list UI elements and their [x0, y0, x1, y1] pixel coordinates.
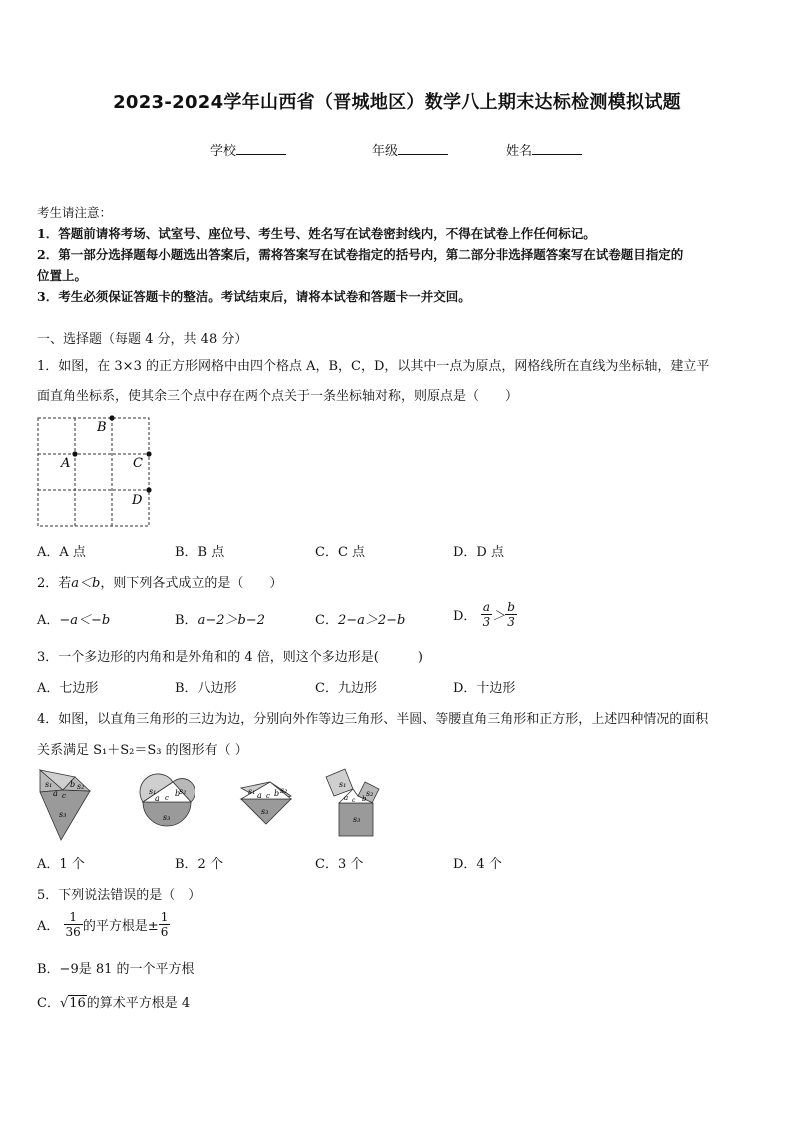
svg-text:c: c: [62, 792, 66, 800]
svg-text:a: a: [155, 794, 160, 803]
label-b: B: [97, 420, 107, 435]
svg-text:s₂: s₂: [77, 782, 85, 791]
svg-text:b: b: [175, 789, 181, 798]
q4-option-c[interactable]: C．3 个: [315, 857, 364, 872]
notice-item: 3．考生必须保证答题卡的整洁。考试结束后，请将本试卷和答题卡一并交回。: [37, 289, 471, 304]
q2-option-a[interactable]: A．−a＜−b: [37, 613, 111, 628]
name-blank: [532, 142, 582, 155]
q4-option-d[interactable]: D．4 个: [453, 857, 502, 872]
notice-heading: 考生请注意：: [37, 205, 113, 220]
school-blank: [236, 142, 286, 155]
q5-option-b[interactable]: B．−9是 81 的一个平方根: [37, 962, 195, 977]
sqrt-16: √16: [59, 996, 86, 1011]
q5-option-c[interactable]: C．√16的算术平方根是 4: [37, 996, 191, 1011]
q4-option-a[interactable]: A．1 个: [37, 857, 85, 872]
svg-text:s₃: s₃: [163, 813, 171, 822]
fraction-a-over-3: $\frac{a}{3}$: [482, 600, 491, 629]
q3-stem: 3．一个多边形的内角和是外角和的 4 倍，则这个多边形是( ): [37, 650, 423, 665]
q1-stem-line2: 面直角坐标系，使其余三个点中存在两个点关于一条坐标轴对称，则原点是（ ）: [37, 389, 519, 404]
name-label: 姓名: [506, 144, 533, 159]
svg-text:c: c: [352, 797, 356, 804]
svg-text:c: c: [266, 792, 270, 800]
grade-label: 年级: [372, 144, 399, 159]
figure-isosceles-right-triangles: [236, 776, 296, 831]
fraction-1-over-6: $\frac{1}{6}$: [160, 910, 169, 939]
q1-option-b[interactable]: B．B 点: [175, 545, 225, 560]
grade-field: [372, 140, 448, 159]
q2-stem: 2．若a＜b，则下列各式成立的是（ ）: [37, 576, 283, 591]
q2-option-c[interactable]: C．2−a＞2−b: [315, 613, 406, 628]
fraction-b-over-3: $\frac{b}{3}$: [507, 600, 515, 629]
notice-item: 位置上。: [37, 268, 88, 283]
notice-item: 2．第一部分选择题每小题选出答案后，需将答案写在试卷指定的括号内，第二部分非选择题答案写在试卷题目指定的: [37, 247, 684, 262]
q3-option-a[interactable]: A．七边形: [37, 681, 99, 696]
school-field: [210, 140, 286, 159]
q1-option-c[interactable]: C．C 点: [315, 545, 366, 560]
svg-text:s₃: s₃: [353, 815, 361, 824]
q4-stem-line1: 4．如图，以直角三角形的三边为边，分别向外作等边三角形、半圆、等腰直角三角形和正方形，上述四种情况的面积: [37, 712, 709, 727]
grade-blank: [398, 142, 448, 155]
point-d: [146, 487, 151, 492]
figure-squares: [322, 763, 388, 839]
svg-text:b: b: [274, 789, 280, 798]
figure-equilateral-triangles: [35, 765, 95, 845]
section-heading: 一、选择题（每题 4 分，共 48 分）: [37, 332, 248, 347]
label-a: A: [61, 456, 71, 471]
page-title: 2023-2024学年山西省（晋城地区）数学八上期末达标检测模拟试题: [113, 92, 681, 113]
svg-text:s₁: s₁: [339, 780, 347, 789]
q2-condition: a＜b: [71, 576, 101, 591]
q3-option-d[interactable]: D．十边形: [453, 681, 516, 696]
point-a: [72, 451, 77, 456]
svg-text:s₃: s₃: [59, 810, 67, 819]
q2-option-d[interactable]: D． $\frac{a}{3}$ ＞ $\frac{b}{3}$: [453, 600, 515, 629]
svg-text:a: a: [257, 791, 262, 800]
svg-text:s₂: s₂: [366, 789, 374, 798]
q1-grid-figure: [35, 412, 155, 530]
svg-text:a: a: [344, 794, 349, 802]
q4-stem-line2: 关系满足 S₁＋S₂＝S₃ 的图形有（ ）: [37, 743, 248, 758]
q4-option-b[interactable]: B．2 个: [175, 857, 223, 872]
svg-text:b: b: [70, 780, 76, 789]
q2-option-b[interactable]: B．a−2＞b−2: [175, 613, 265, 628]
q5-option-a[interactable]: A． $\frac{1}{36}$ 的平方根是± $\frac{1}{6}$: [37, 910, 169, 939]
svg-text:b: b: [362, 795, 367, 803]
point-b: [109, 415, 114, 420]
notice-item: 1．答题前请将考场、试室号、座位号、考生号、姓名写在试卷密封线内，不得在试卷上作任何标记。: [37, 226, 596, 241]
svg-text:s₁: s₁: [149, 787, 157, 796]
school-label: 学校: [210, 144, 237, 159]
svg-text:s₁: s₁: [45, 780, 53, 789]
svg-text:a: a: [53, 789, 58, 798]
q3-option-c[interactable]: C．九边形: [315, 681, 377, 696]
label-c: C: [133, 456, 143, 471]
svg-text:s₁: s₁: [248, 787, 256, 796]
q3-option-b[interactable]: B．八边形: [175, 681, 237, 696]
q1-stem-line1: 1．如图，在 3×3 的正方形网格中由四个格点 A，B，C，D，以其中一点为原点，网格线所在直线为坐标轴，建立平: [37, 359, 710, 374]
q1-option-a[interactable]: A．A 点: [37, 545, 86, 560]
q5-stem: 5．下列说法错误的是（ ）: [37, 888, 202, 903]
point-c: [146, 451, 151, 456]
svg-text:s₂: s₂: [179, 787, 187, 796]
q1-option-d[interactable]: D．D 点: [453, 545, 504, 560]
name-field: [506, 140, 582, 159]
label-d: D: [132, 493, 143, 508]
figure-semicircles: [135, 772, 195, 832]
svg-text:c: c: [165, 794, 169, 802]
fraction-1-over-36: $\frac{1}{36}$: [65, 910, 81, 939]
svg-text:s₃: s₃: [261, 807, 269, 816]
svg-text:s₂: s₂: [280, 786, 288, 795]
